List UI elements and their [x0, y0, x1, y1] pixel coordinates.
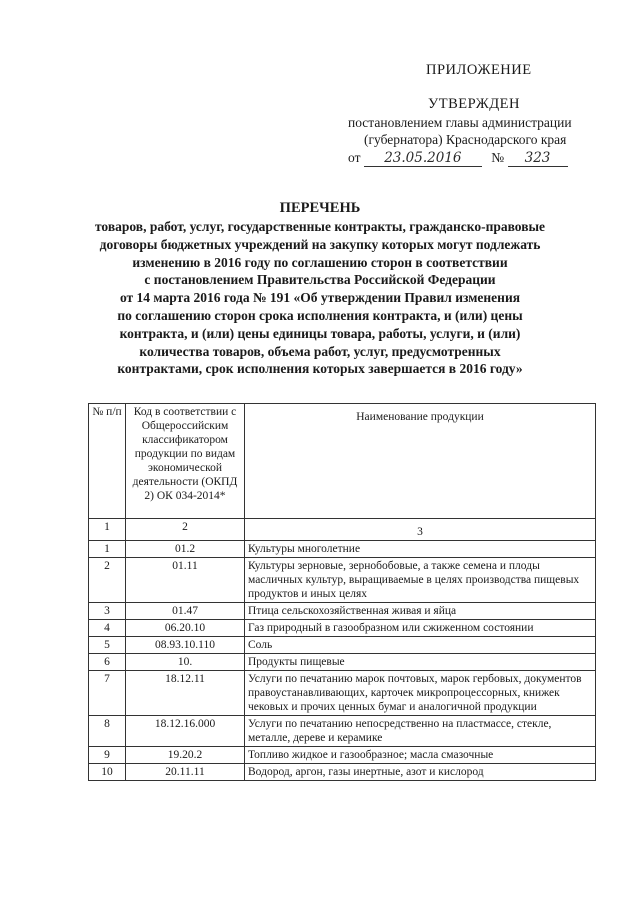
- row-name: Водород, аргон, газы инертные, азот и кислород: [245, 764, 596, 781]
- products-table: [88, 403, 596, 781]
- col-number: 3: [245, 519, 596, 541]
- row-code: 19.20.2: [126, 747, 245, 764]
- row-code: 08.93.10.110: [126, 637, 245, 654]
- row-number: 9: [89, 747, 126, 764]
- row-code: 01.11: [126, 558, 245, 603]
- handwritten-date: 23.05.2016: [364, 150, 482, 167]
- header-code: Код в соответствии с Общероссийским классификатором продукции по видам экономической деятельности (ОКПД 2) ОК 034-2014*: [126, 404, 245, 519]
- row-code: 20.11.11: [126, 764, 245, 781]
- decree-line-2: (губернатора) Краснодарского края: [364, 132, 567, 147]
- col-number: 1: [89, 519, 126, 541]
- table-header-row: [89, 404, 596, 519]
- row-code: 01.2: [126, 541, 245, 558]
- table-row: [89, 654, 596, 671]
- heading-line: от 14 марта 2016 года № 191 «Об утверждении Правил изменения: [119, 290, 521, 306]
- table-row: [89, 558, 596, 603]
- row-code: 18.12.16.000: [126, 716, 245, 747]
- row-number: 5: [89, 637, 126, 654]
- row-code: 06.20.10: [126, 620, 245, 637]
- row-name: Птица сельскохозяйственная живая и яйца: [245, 603, 596, 620]
- row-code: 18.12.11: [126, 671, 245, 716]
- row-number: 3: [89, 603, 126, 620]
- heading-line: количества товаров, объема работ, услуг, предусмотренных: [139, 343, 501, 359]
- table-row: [89, 620, 596, 637]
- appendix-label: ПРИЛОЖЕНИЕ: [426, 62, 532, 78]
- row-name: Услуги по печатанию непосредственно на пластмассе, стекле, металле, дереве и керамике: [245, 716, 596, 747]
- row-number: 6: [89, 654, 126, 671]
- heading-line: контракта, и (или) цены единицы товара, работы, услуги, и (или): [119, 325, 521, 341]
- handwritten-number: 323: [508, 150, 568, 167]
- row-number: 10: [89, 764, 126, 781]
- heading-line: по соглашению сторон срока исполнения контракта, и (или) цены: [117, 307, 523, 323]
- row-code: 10.: [126, 654, 245, 671]
- table-row: [89, 637, 596, 654]
- table-row: [89, 603, 596, 620]
- document-heading: [40, 218, 600, 378]
- heading-line: изменению в 2016 году по соглашению сторон в соответствии: [132, 254, 508, 270]
- row-name: Продукты пищевые: [245, 654, 596, 671]
- col-number: 2: [126, 519, 245, 541]
- heading-line: договоры бюджетных учреждений на закупку которых могут подлежать: [99, 236, 541, 252]
- header-name: Наименование продукции: [245, 404, 596, 519]
- table-column-numbers-row: [89, 519, 596, 541]
- table-row: [89, 747, 596, 764]
- approved-label: УТВЕРЖДЕН: [428, 96, 520, 112]
- row-number: 2: [89, 558, 126, 603]
- table-row: [89, 716, 596, 747]
- table-row: [89, 671, 596, 716]
- row-name: Топливо жидкое и газообразное; масла смазочные: [245, 747, 596, 764]
- number-prefix: №: [491, 150, 505, 165]
- row-name: Соль: [245, 637, 596, 654]
- table-row: [89, 764, 596, 781]
- document-title: ПЕРЕЧЕНЬ: [279, 200, 361, 216]
- row-name: Услуги по печатанию марок почтовых, марок гербовых, документов правоустанавливающих, карточек микропроцессорных, книжек чековых и прочих ценных бумаг и аналогичной продукции: [245, 671, 596, 716]
- table-row: [89, 541, 596, 558]
- decree-line-1: постановлением главы администрации: [348, 115, 572, 130]
- row-code: 01.47: [126, 603, 245, 620]
- row-name: Культуры зерновые, зернобобовые, а также семена и плоды масличных культур, выращиваемые в целях производства пищевых продуктов и иных целях: [245, 558, 596, 603]
- header-num: № п/п: [89, 404, 126, 519]
- row-number: 1: [89, 541, 126, 558]
- row-number: 4: [89, 620, 126, 637]
- heading-line: товаров, работ, услуг, государственные контракты, гражданско-правовые: [94, 219, 546, 234]
- decree-date-line: [348, 150, 568, 167]
- row-name: Культуры многолетние: [245, 541, 596, 558]
- row-name: Газ природный в газообразном или сжиженном состоянии: [245, 620, 596, 637]
- heading-line: с постановлением Правительства Российской Федерации: [144, 272, 496, 288]
- row-number: 7: [89, 671, 126, 716]
- date-prefix: от: [348, 150, 361, 165]
- row-number: 8: [89, 716, 126, 747]
- heading-line: контрактами, срок исполнения которых завершается в 2016 году»: [117, 361, 523, 377]
